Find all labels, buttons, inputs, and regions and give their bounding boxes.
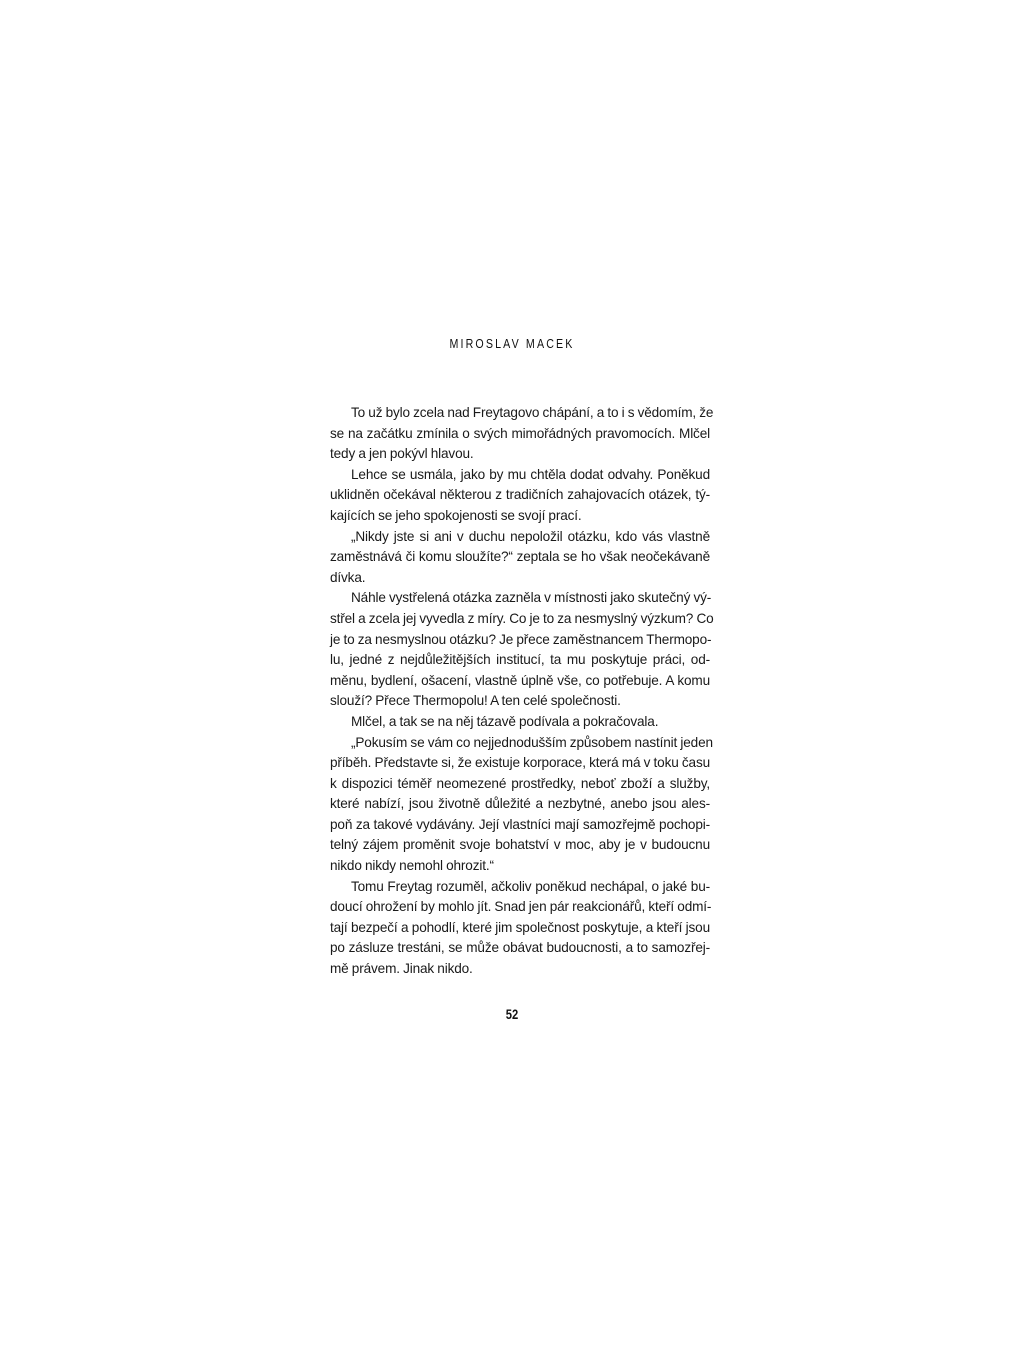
text-line: k dispozici téměř neomezené prostředky, neboť zboží a služby, <box>330 775 710 791</box>
text-line: mě právem. Jinak nikdo. <box>330 961 473 977</box>
running-head: MIROSLAV MACEK <box>449 336 575 351</box>
text-line: „Nikdy jste si ani v duchu nepoložil otázku, kdo vás vlastně <box>351 528 710 544</box>
paragraph <box>330 733 713 877</box>
paragraph <box>330 403 714 465</box>
paragraph <box>330 877 710 980</box>
paragraph <box>330 712 710 733</box>
text-line: uklidněn očekával některou z tradičních zahajovacích otázek, tý- <box>330 487 710 503</box>
page-number: 52 <box>505 1006 519 1022</box>
text-line: Náhle vystřelená otázka zazněla v místnosti jako skutečný vý- <box>351 590 712 606</box>
text-line: slouží? Přece Thermopolu! A ten celé společnosti. <box>330 693 621 709</box>
text-line: To už bylo zcela nad Freytagovo chápání, a to i s vědomím, že <box>351 405 714 420</box>
body-text <box>330 403 714 980</box>
text-line: zaměstnává či komu sloužíte?“ zeptala se ho však neočekávaně <box>330 549 710 565</box>
text-line: které nabízí, jsou životně důležité a nezbytné, anebo jsou ales- <box>330 796 710 812</box>
paragraph <box>330 465 710 527</box>
text-line: lu, jedné z nejdůležitějších institucí, ta mu poskytuje práci, od- <box>330 652 710 668</box>
text-line: po zásluze trestáni, se může obávat budoucnosti, a to samozřej- <box>330 940 710 956</box>
text-line: tedy a jen pokývl hlavou. <box>330 446 474 462</box>
text-line: Tomu Freytag rozuměl, ačkoliv poněkud nechápal, o jaké bu- <box>351 878 710 894</box>
text-line: „Pokusím se vám co nejjednodušším způsobem nastínit jeden <box>351 734 713 750</box>
text-line: je to za nesmyslnou otázku? Je přece zaměstnancem Thermopo- <box>330 631 712 647</box>
paragraph <box>330 588 714 712</box>
text-line: příběh. Představte si, že existuje korporace, která má v toku času <box>330 755 710 771</box>
text-line: nikdo nikdy nemohl ohrozit.“ <box>330 858 494 874</box>
text-line: se na začátku zmínila o svých mimořádných pravomocích. Mlčel <box>330 425 710 441</box>
text-line: měnu, bydlení, ošacení, vlastně úplně vše, co potřebuje. A komu <box>330 672 710 688</box>
text-line: doucí ohrožení by mohlo jít. Snad jen pár reakcionářů, kteří odmí- <box>330 899 712 915</box>
paragraph <box>330 527 710 589</box>
text-line: dívka. <box>330 569 366 585</box>
text-line: tají bezpečí a pohodlí, které jim společnost poskytuje, a kteří jsou <box>330 919 710 935</box>
text-line: kajících se jeho spokojenosti se svojí prací. <box>330 507 582 523</box>
text-line: Mlčel, a tak se na něj tázavě podívala a pokračovala. <box>351 713 659 729</box>
text-line: střel a zcela jej vyvedla z míry. Co je to za nesmyslný výzkum? Co <box>330 610 714 626</box>
text-line: poň za takové vydávány. Její vlastníci mají samozřejmě pochopi- <box>330 816 710 832</box>
text-line: telný zájem proměnit svoje bohatství v moc, aby je v budoucnu <box>330 837 710 853</box>
text-line: Lehce se usmála, jako by mu chtěla dodat odvahy. Poněkud <box>351 466 710 482</box>
